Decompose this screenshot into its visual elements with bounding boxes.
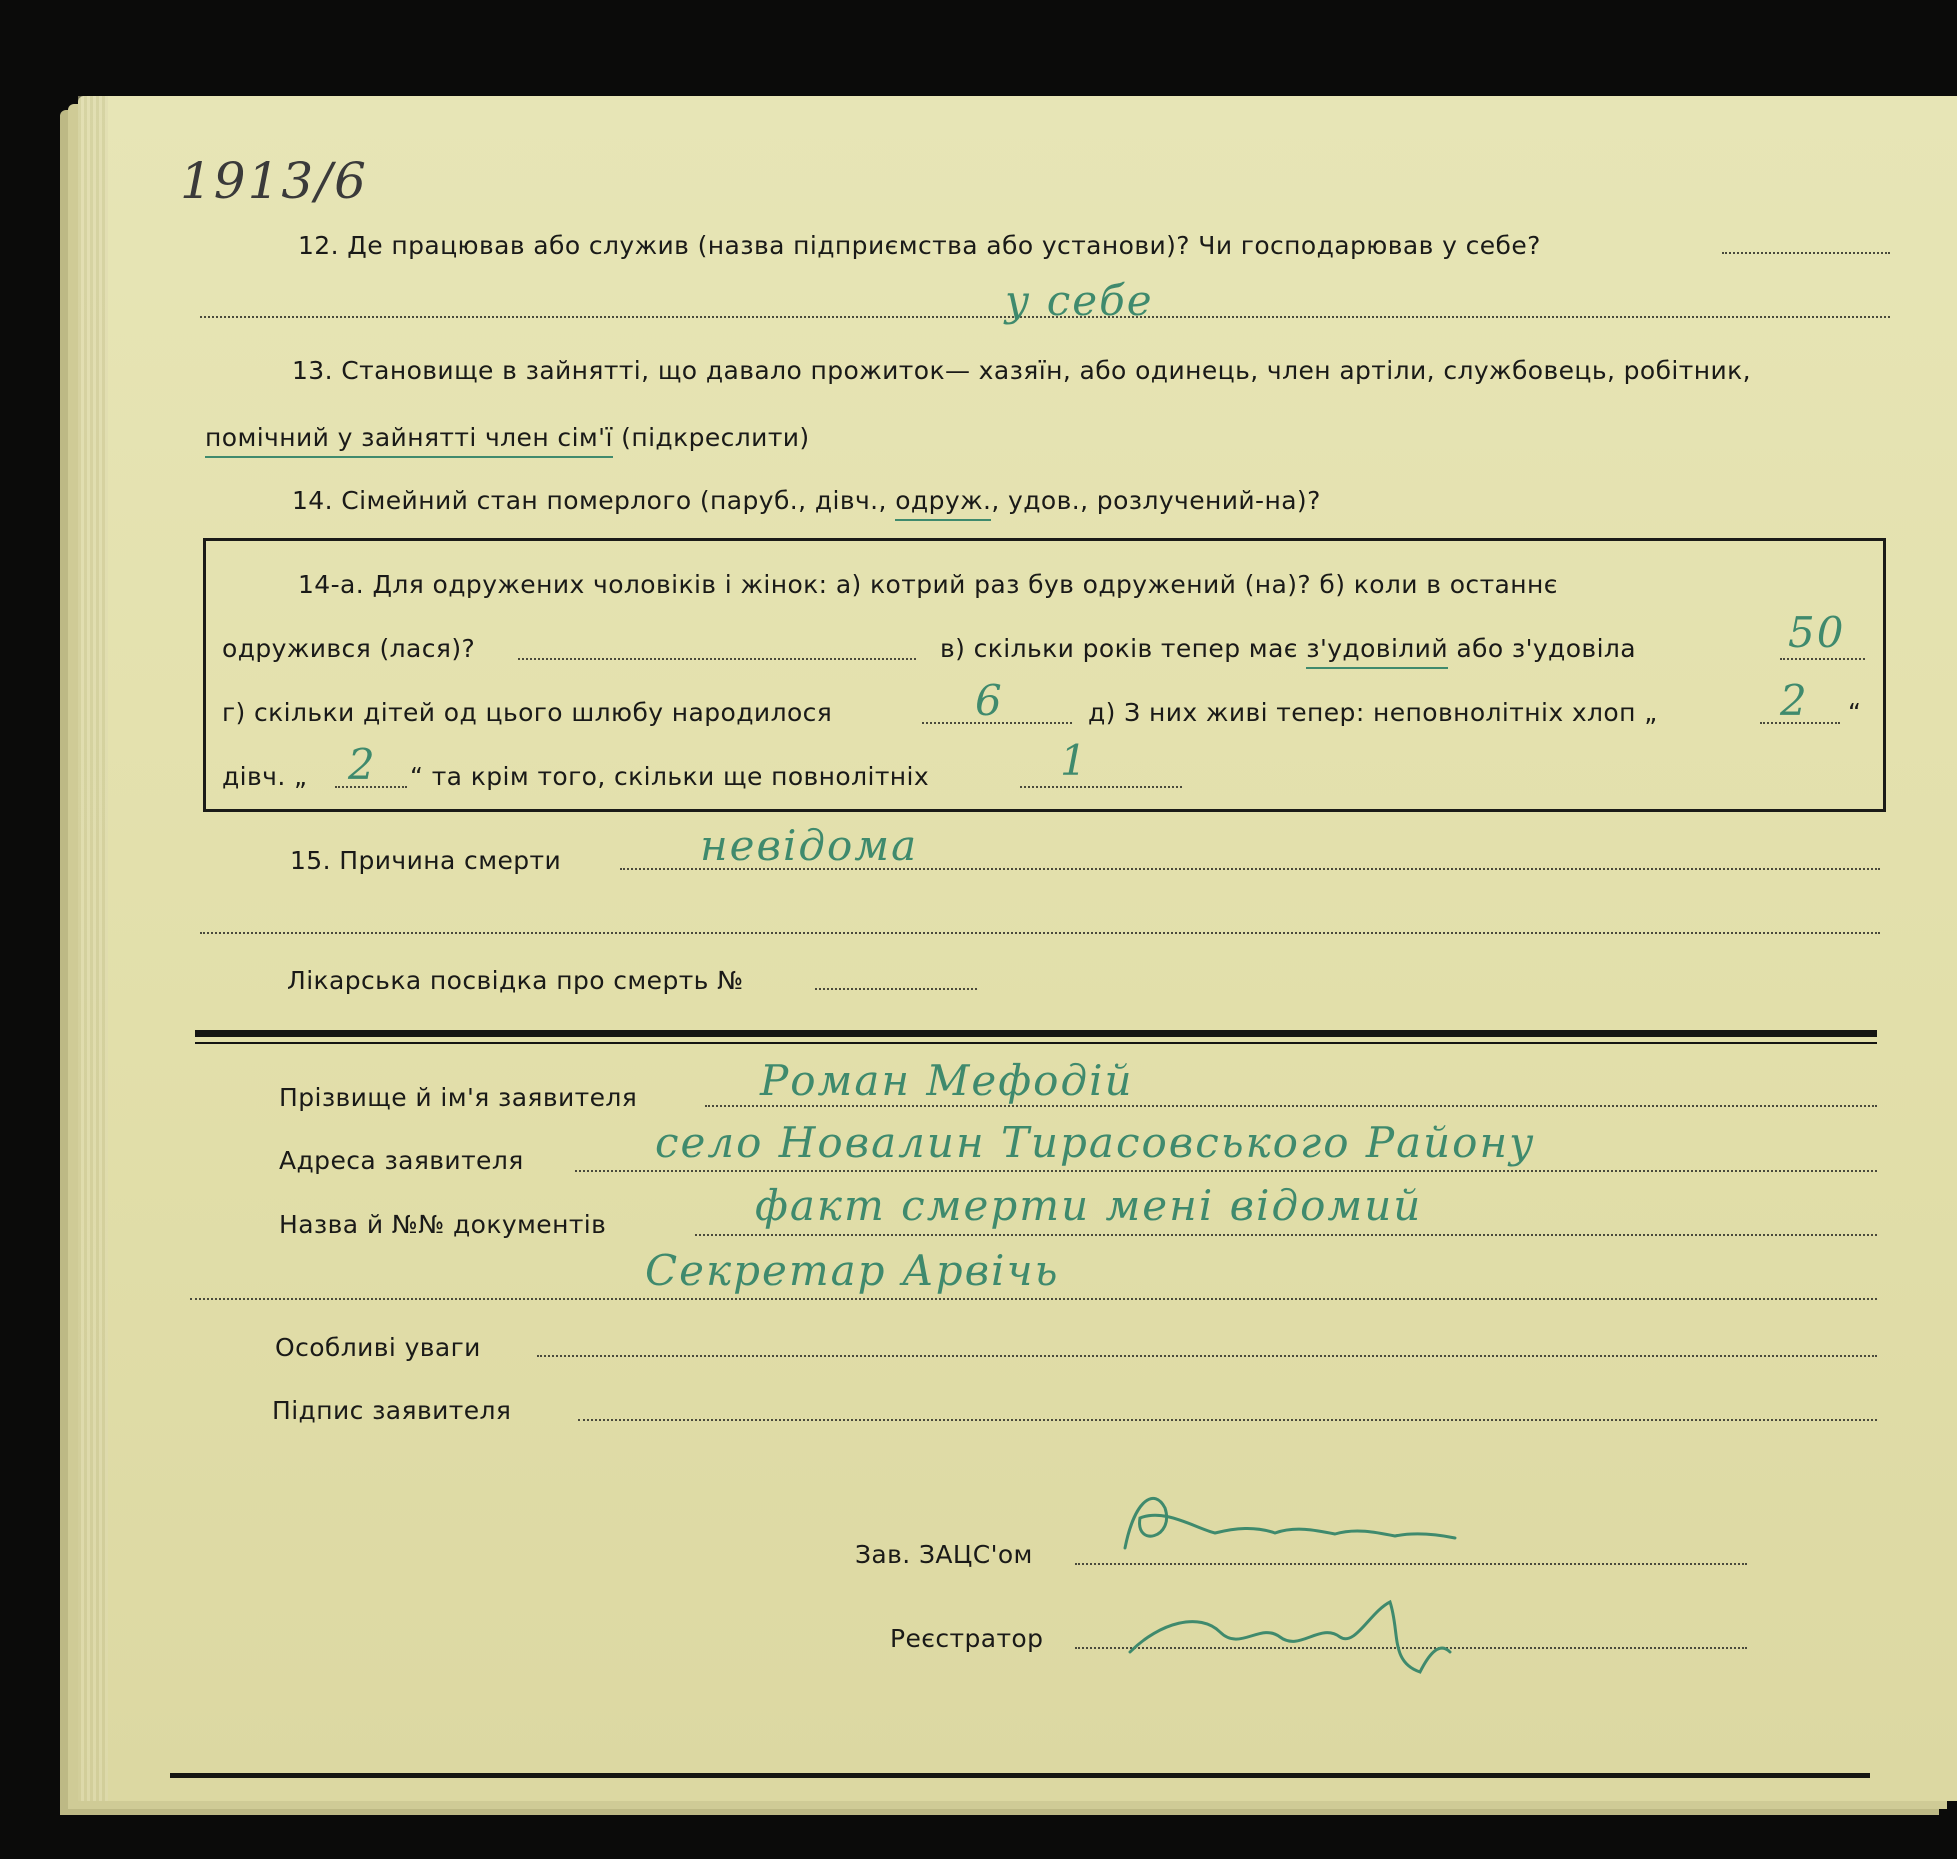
section-divider-thin [195,1042,1877,1044]
q14-label-start: 14. Сімейний стан померлого (паруб., дівч., [292,486,896,515]
q14a-line2-mid [940,636,1636,661]
q14a-years-label-end: або з'удовіла [1447,634,1637,663]
q14a-line3-mid: д) З них живі тепер: неповнолітніх хлоп „ [1088,698,1658,727]
applicant-address-label: Адреса заявителя [279,1146,524,1175]
q14-underlined-option: одруж. [895,486,991,521]
q12-answer: у себе [1005,276,1154,325]
q13-options-line2 [205,425,810,450]
q14a-children-answer: 6 [975,676,1004,725]
remarks-label: Особливі уваги [275,1333,481,1362]
registrar-signature [1120,1582,1460,1692]
medical-certificate-line [815,988,977,990]
q14a-line3-end: “ [1848,698,1862,727]
section-divider-thick [195,1030,1877,1037]
q14a-boys-answer: 2 [1780,676,1809,725]
q14a-years-answer: 50 [1788,608,1846,657]
archive-number: 1913/6 [180,152,368,210]
documents-line [695,1234,1877,1236]
q14a-adults-answer: 1 [1060,736,1089,785]
documents-line-2 [190,1298,1877,1300]
applicant-signature-label: Підпис заявителя [272,1396,512,1425]
q14a-underlined-option: з'удовілий [1306,634,1448,669]
medical-certificate-label: Лікарська посвідка про смерть № [287,966,744,995]
q14a-years-line [1780,658,1865,660]
applicant-name-label: Прізвище й ім'я заявителя [279,1083,638,1112]
q14a-adults-line [1020,786,1182,788]
zags-head-signature [1105,1478,1465,1568]
bottom-rule [170,1773,1870,1778]
q14a-line2-start: одружився (лася)? [222,634,476,663]
applicant-address-line [575,1170,1877,1172]
q14a-date-line [518,658,916,660]
q14a-years-label: в) скільки років тепер має [940,634,1307,663]
q12-label: 12. Де працював або служив (назва підприємства або установи)? Чи господарював у себе? [298,231,1541,260]
q12-fill-line [1722,252,1890,254]
applicant-name-value: Роман Мефодій [760,1056,1134,1105]
q14a-girls-answer: 2 [348,740,377,789]
q14a-line1: 14-а. Для одружених чоловіків і жінок: а) котрий раз був одружений (на)? б) коли в останнє [298,570,1558,599]
q14-label [292,488,1321,513]
q15-extra-line [200,932,1880,934]
q14a-line3-start: г) скільки дітей од цього шлюбу народилося [222,698,833,727]
documents-label: Назва й №№ документів [279,1210,607,1239]
registrar-label: Реєстратор [890,1624,1044,1653]
q13-instruction: (підкреслити) [621,423,810,452]
applicant-address-value: село Новалин Тирасовського Району [655,1118,1536,1167]
documents-value-line2: Секретар Арвічь [645,1246,1060,1295]
documents-value-line1: факт смерти мені відомий [755,1181,1423,1230]
q13-label: 13. Становище в зайнятті, що давало прожиток— хазяїн, або одинець, член артіли, службовець, робітник, [292,356,1751,385]
remarks-line [537,1355,1877,1357]
q14-label-end: , удов., розлучений-на)? [991,486,1321,515]
applicant-name-line [705,1105,1877,1107]
q15-answer: невідома [700,821,919,870]
q14a-line4-mid: “ та крім того, скільки ще повнолітніх [410,762,930,791]
q15-label: 15. Причина смерти [290,846,562,875]
zags-head-label: Зав. ЗАЦС'ом [855,1540,1033,1569]
applicant-signature-line [578,1419,1877,1421]
q14a-line4-start: дівч. „ [222,762,308,791]
page-edge [78,96,108,1801]
q13-underlined-option: помічний у зайнятті член сім'ї [205,423,613,458]
